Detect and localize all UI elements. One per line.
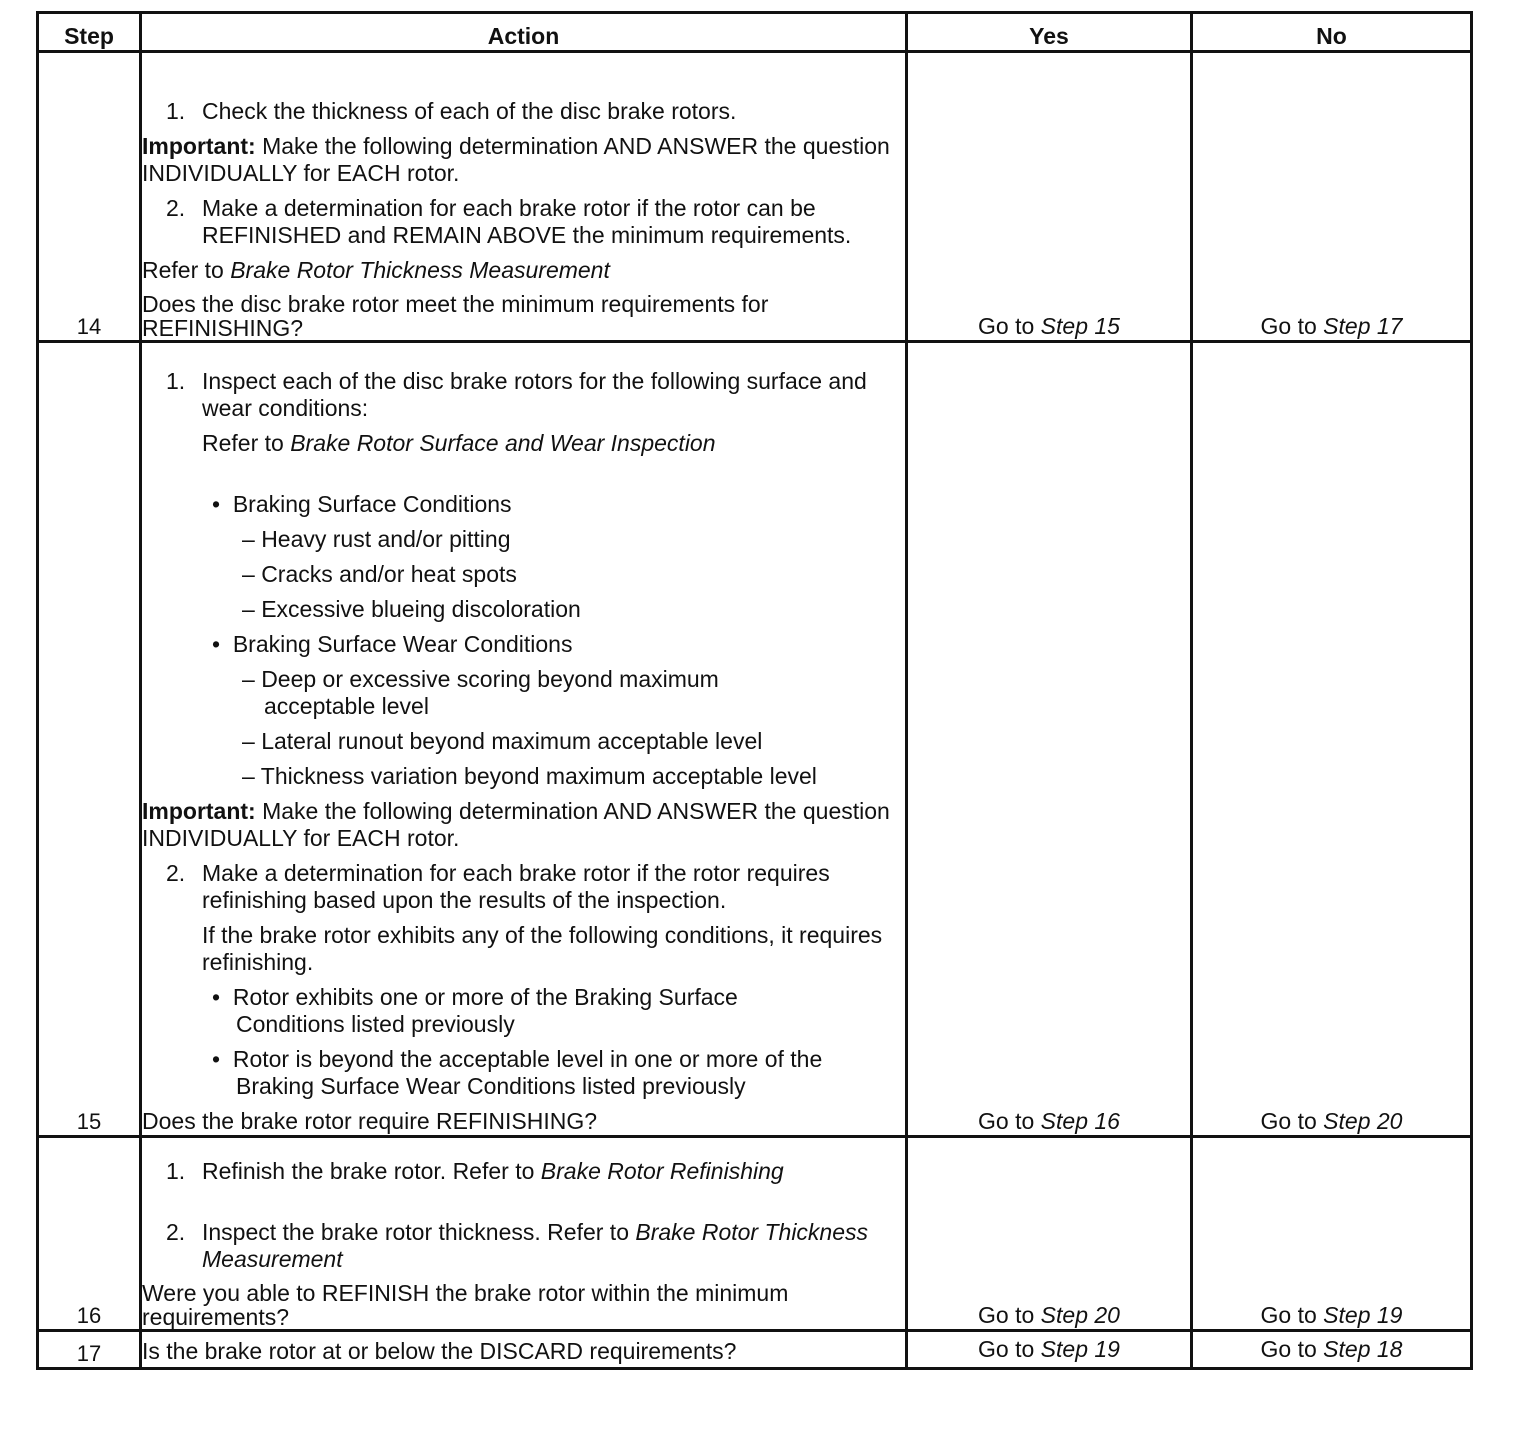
no-answer: Go to Step 18 bbox=[1192, 1331, 1472, 1369]
bullet-item: • Braking Surface Wear Conditions bbox=[212, 631, 573, 657]
reference: Refer to Brake Rotor Surface and Wear Inspection bbox=[202, 430, 716, 456]
question: Does the disc brake rotor meet the minimum requirements for REFINISHING? bbox=[142, 291, 769, 341]
header-yes: Yes bbox=[907, 13, 1192, 52]
yes-step-link[interactable]: Step 15 bbox=[1040, 313, 1120, 339]
yes-answer: Go to Step 20 bbox=[907, 1137, 1192, 1331]
no-answer: Go to Step 19 bbox=[1192, 1137, 1472, 1331]
yes-answer: Go to Step 16 bbox=[907, 342, 1192, 1137]
reference-link[interactable]: Brake Rotor Thickness Measurement bbox=[230, 257, 610, 283]
yes-step-link[interactable]: Step 20 bbox=[1040, 1302, 1120, 1328]
bullet-item: • Rotor exhibits one or more of the Braking Surface Conditions listed previously bbox=[212, 984, 738, 1037]
dash-item: – Excessive blueing discoloration bbox=[242, 596, 581, 622]
reference-link[interactable]: Brake Rotor Thickness Measurement bbox=[202, 1219, 869, 1272]
yes-step-link[interactable]: Step 16 bbox=[1040, 1108, 1120, 1134]
no-step-link[interactable]: Step 20 bbox=[1323, 1108, 1403, 1134]
step-number: 15 bbox=[38, 342, 141, 1137]
question: Is the brake rotor at or below the DISCARD requirements? bbox=[142, 1338, 737, 1364]
header-step: Step bbox=[38, 13, 141, 52]
step-row-17 bbox=[38, 1331, 1472, 1369]
step-number: 16 bbox=[38, 1137, 141, 1331]
header-action: Action bbox=[141, 13, 907, 52]
bullet-item: • Braking Surface Conditions bbox=[212, 491, 512, 517]
item-note: If the brake rotor exhibits any of the following conditions, it requires refinishing. bbox=[202, 922, 883, 975]
action-cell bbox=[141, 342, 907, 1137]
dash-item: – Cracks and/or heat spots bbox=[242, 561, 517, 587]
important-note: Important: Make the following determination AND ANSWER the question INDIVIDUALLY for EACH rotor. bbox=[142, 133, 890, 186]
dash-item: – Thickness variation beyond maximum acceptable level bbox=[242, 763, 817, 789]
bullet-item: • Rotor is beyond the acceptable level in one or more of the Braking Surface Wear Conditions listed previously bbox=[212, 1046, 823, 1099]
yes-step-link[interactable]: Step 19 bbox=[1040, 1336, 1120, 1362]
no-step-link[interactable]: Step 17 bbox=[1323, 313, 1403, 339]
yes-answer: Go to Step 15 bbox=[907, 52, 1192, 342]
action-cell bbox=[141, 52, 907, 342]
reference: Refer to Brake Rotor Thickness Measurement bbox=[142, 257, 610, 283]
no-answer: Go to Step 17 bbox=[1192, 52, 1472, 342]
step-row-14 bbox=[38, 52, 1472, 342]
no-answer: Go to Step 20 bbox=[1192, 342, 1472, 1137]
dash-item: – Deep or excessive scoring beyond maximum acceptable level bbox=[242, 666, 719, 719]
numbered-item: 2. Inspect the brake rotor thickness. Refer to Brake Rotor Thickness Measurement bbox=[166, 1219, 869, 1272]
no-step-link[interactable]: Step 19 bbox=[1323, 1302, 1403, 1328]
diagnostic-table bbox=[36, 11, 1473, 1370]
header-no: No bbox=[1192, 13, 1472, 52]
numbered-item: 1. Refinish the brake rotor. Refer to Brake Rotor Refinishing bbox=[166, 1158, 784, 1184]
question: Does the brake rotor require REFINISHING? bbox=[142, 1108, 598, 1134]
numbered-item: 2. Make a determination for each brake rotor if the rotor requires refinishing based upon the results of the inspection. bbox=[166, 860, 830, 913]
action-cell bbox=[141, 1331, 907, 1369]
numbered-item: 2. Make a determination for each brake rotor if the rotor can be REFINISHED and REMAIN ABOVE the minimum requirements. bbox=[166, 195, 852, 248]
numbered-item: 1. Check the thickness of each of the disc brake rotors. bbox=[166, 98, 737, 124]
question: Were you able to REFINISH the brake rotor within the minimum requirements? bbox=[142, 1280, 789, 1330]
reference-link[interactable]: Brake Rotor Surface and Wear Inspection bbox=[290, 430, 716, 456]
important-note: Important: Make the following determination AND ANSWER the question INDIVIDUALLY for EACH rotor. bbox=[142, 798, 890, 851]
step-row-16 bbox=[38, 1137, 1472, 1331]
step-number: 14 bbox=[38, 52, 141, 342]
step-row-15 bbox=[38, 342, 1472, 1137]
header-row bbox=[38, 13, 1472, 52]
no-step-link[interactable]: Step 18 bbox=[1323, 1336, 1403, 1362]
numbered-item: 1. Inspect each of the disc brake rotors for the following surface and wear conditions: bbox=[166, 368, 867, 421]
dash-item: – Heavy rust and/or pitting bbox=[242, 526, 511, 552]
action-cell bbox=[141, 1137, 907, 1331]
reference-link[interactable]: Brake Rotor Refinishing bbox=[540, 1158, 784, 1184]
dash-item: – Lateral runout beyond maximum acceptable level bbox=[242, 728, 763, 754]
yes-answer: Go to Step 19 bbox=[907, 1331, 1192, 1369]
step-number: 17 bbox=[38, 1331, 141, 1369]
